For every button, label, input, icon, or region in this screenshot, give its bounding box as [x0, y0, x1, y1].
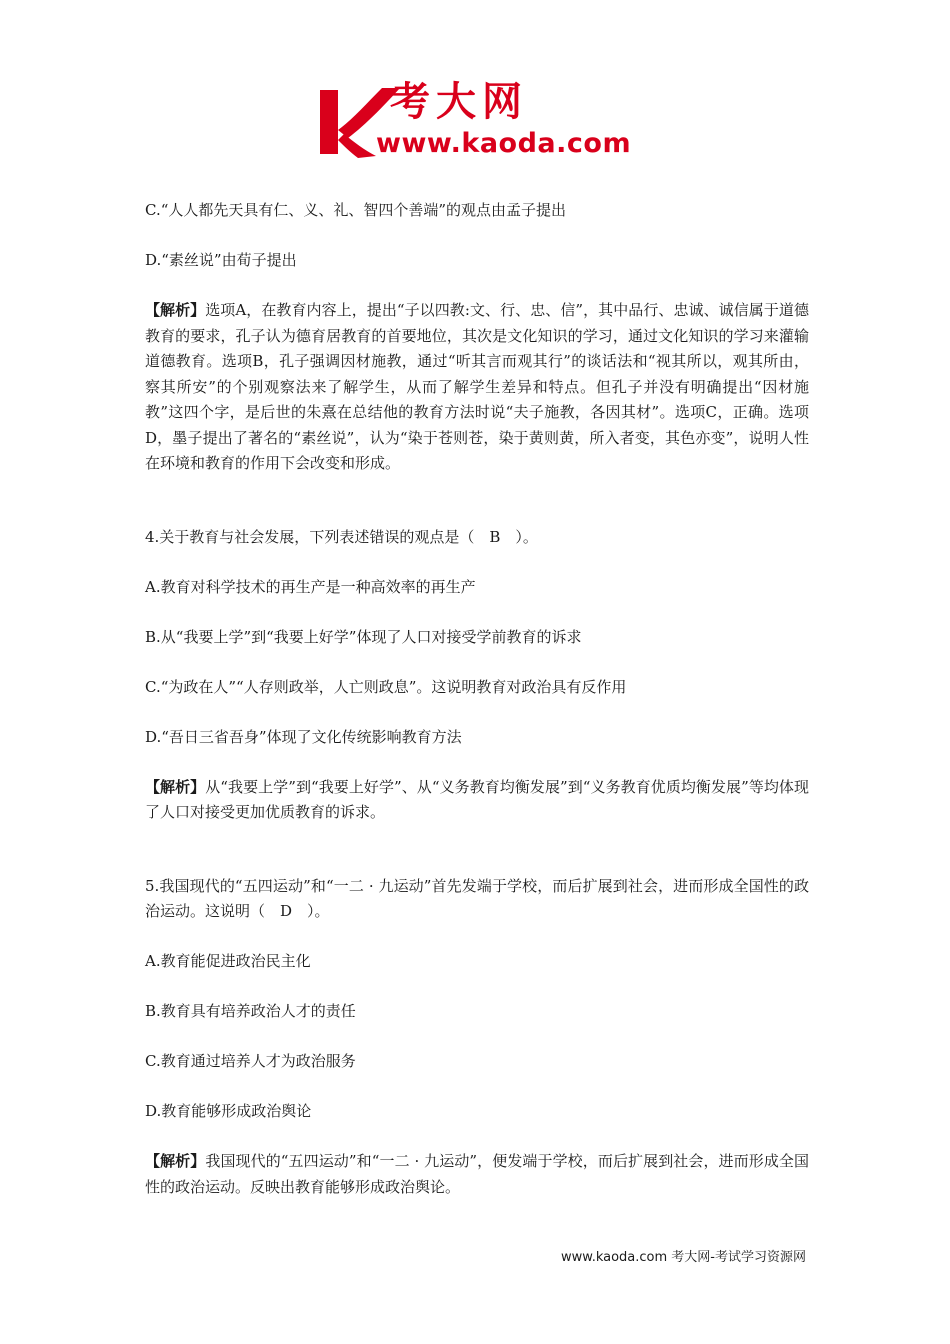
q4-stem: 4.关于教育与社会发展，下列表述错误的观点是（ B ）。 — [145, 527, 538, 546]
analysis-text: 从“我要上学”到“我要上好学”、从“义务教育均衡发展”到“义务教育优质均衡发展”等均体现了人口对接受更加优质教育的诉求。 — [145, 777, 809, 821]
q5-analysis — [145, 1149, 809, 1200]
q3-analysis — [145, 298, 809, 477]
q3-option-d: D.“素丝说”由荀子提出 — [145, 251, 297, 269]
analysis-text: 选项A，在教育内容上，提出“子以四教:文、行、忠、信”，其中品行、忠诚、诚信属于道德教育的要求，孔子认为德育居教育的首要地位，其次是文化知识的学习，通过文化知识的学习来灌输道德教育。选项B，孔子强调因材施教，通过“听其言而观其行”的谈话法和“视其所以，观其所由，察其所安”的个别观察法来了解学生，从而了解学生差异和特点。但孔子并没有明确提出“因材施教”这四个字，是后世的朱熹在总结他的教育方法时说“夫子施教，各因其材”。选项C，正确。选项D，墨子提出了著名的“素丝说”，认为“染于苍则苍，染于黄则黄，所入者变，其色亦变”，说明人性在环境和教育的作用下会改变和形成。 — [145, 301, 809, 472]
q5-option-a: A.教育能促进政治民主化 — [145, 952, 311, 970]
analysis-label: 【解析】 — [145, 777, 206, 796]
analysis-text: 我国现代的“五四运动”和“一二 · 九运动”，便发端于学校，而后扩展到社会，进而形成全国性的政治运动。反映出教育能够形成政治舆论。 — [145, 1152, 809, 1196]
logo-brand-text: 考大网 — [390, 79, 528, 125]
q4-option-c: C.“为政在人”“人存则政举，人亡则政息”。这说明教育对政治具有反作用 — [145, 677, 627, 696]
page-footer: www.kaoda.com 考大网-考试学习资源网 — [561, 1250, 806, 1265]
q5-option-c: C.教育通过培养人才为政治服务 — [145, 1052, 356, 1070]
logo-url-text: www.kaoda.com — [376, 128, 632, 159]
q4-option-b: B.从“我要上学”到“我要上好学”体现了人口对接受学前教育的诉求 — [145, 627, 582, 646]
q4-analysis — [145, 775, 809, 826]
q5-stem: 5.我国现代的“五四运动”和“一二 · 九运动”首先发端于学校，而后扩展到社会，进而形成全国性的政治运动。这说明（ D ）。 — [145, 876, 809, 920]
q4-option-d: D.“吾日三省吾身”体现了文化传统影响教育方法 — [145, 727, 462, 746]
q4-option-a: A.教育对科学技术的再生产是一种高效率的再生产 — [145, 577, 476, 596]
q5-option-d: D.教育能够形成政治舆论 — [145, 1102, 312, 1120]
question-content — [145, 198, 809, 1200]
analysis-label: 【解析】 — [145, 1152, 206, 1170]
q5-option-b: B.教育具有培养政治人才的责任 — [145, 1002, 356, 1020]
q3-option-c: C.“人人都先天具有仁、义、礼、智四个善端”的观点由孟子提出 — [145, 201, 567, 219]
kaoda-logo — [318, 80, 638, 160]
analysis-label: 【解析】 — [145, 301, 206, 319]
